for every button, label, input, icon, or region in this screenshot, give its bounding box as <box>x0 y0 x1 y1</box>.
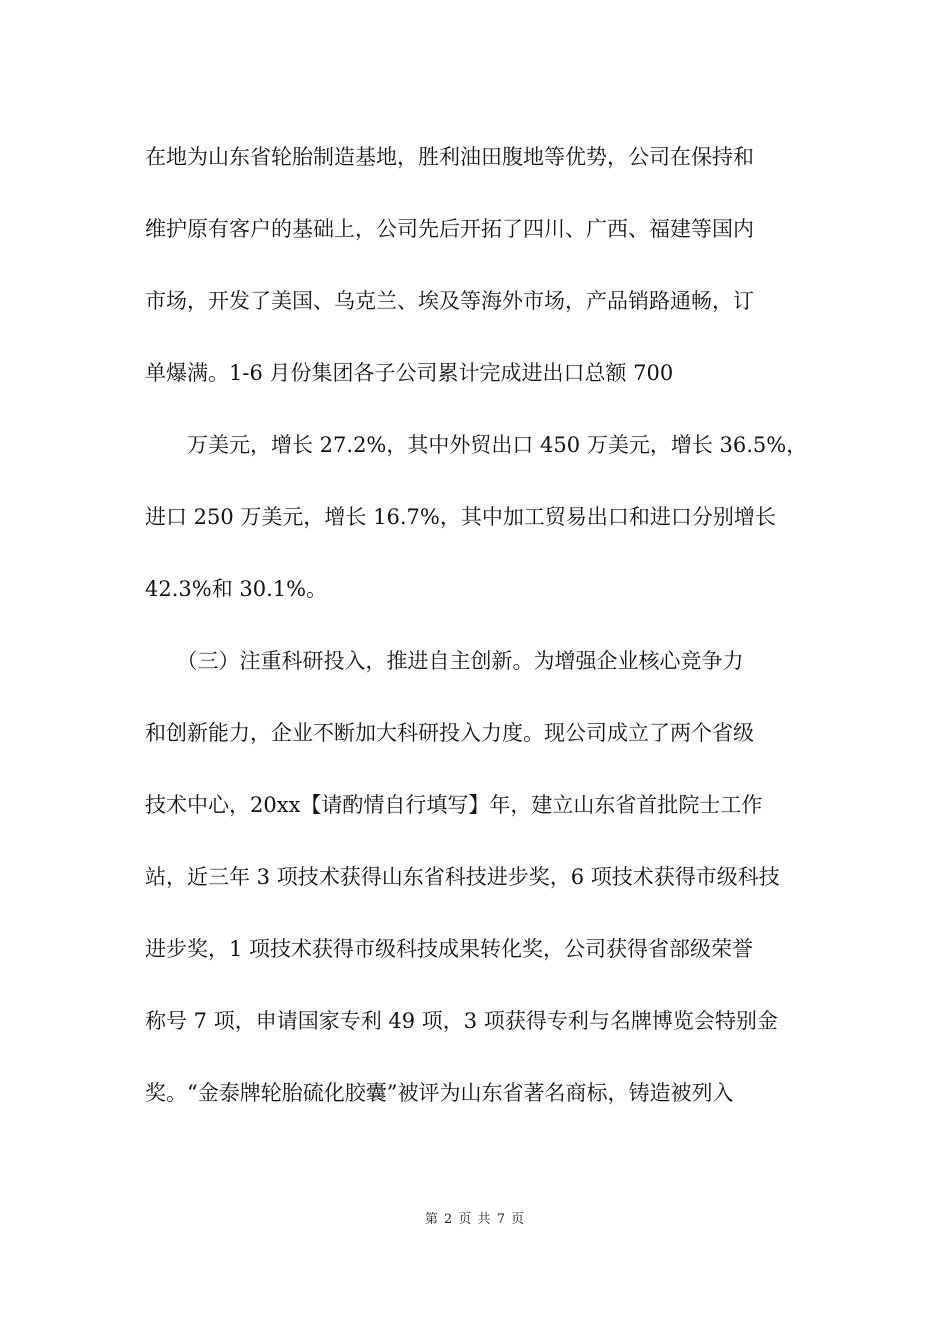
text-line-3: 市场，开发了美国、乌克兰、埃及等海外市场，产品销路通畅，订 <box>145 289 754 313</box>
text-line-7: 42.3%和 30.1%。 <box>145 577 328 601</box>
text-line-5: 万美元，增长 27.2%，其中外贸出口 450 万美元，增长 36.5%， <box>145 433 808 457</box>
text-line-8: （三）注重科研投入，推进自主创新。为增强企业核心竞争力 <box>145 649 744 673</box>
text-line-14: 奖。“金泰牌轮胎硫化胶囊”被评为山东省著名商标，铸造被列入 <box>145 1081 734 1105</box>
text-line-10: 技术中心，20xx【请酌情自行填写】年，建立山东省首批院士工作 <box>145 793 763 817</box>
body-text <box>145 132 810 1140</box>
text-line-11: 站，近三年 3 项技术获得山东省科技进步奖，6 项技术获得市级科技 <box>145 865 780 889</box>
page-footer <box>0 1208 950 1227</box>
text-line-13: 称号 7 项，申请国家专利 49 项，3 项获得专利与名牌博览会特别金 <box>145 1009 778 1033</box>
text-line-9: 和创新能力，企业不断加大科研投入力度。现公司成立了两个省级 <box>145 721 754 745</box>
text-line-6: 进口 250 万美元，增长 16.7%，其中加工贸易出口和进口分别增长 <box>145 505 776 529</box>
text-line-1: 在地为山东省轮胎制造基地，胜利油田腹地等优势，公司在保持和 <box>145 145 754 169</box>
text-line-12: 进步奖，1 项技术获得市级科技成果转化奖，公司获得省部级荣誉 <box>145 937 754 961</box>
text-line-4: 单爆满。1-6 月份集团各子公司累计完成进出口总额 700 <box>145 361 674 385</box>
text-line-2: 维护原有客户的基础上，公司先后开拓了四川、广西、福建等国内 <box>145 217 754 241</box>
page-number: 第 2 页 共 7 页 <box>424 1212 526 1227</box>
